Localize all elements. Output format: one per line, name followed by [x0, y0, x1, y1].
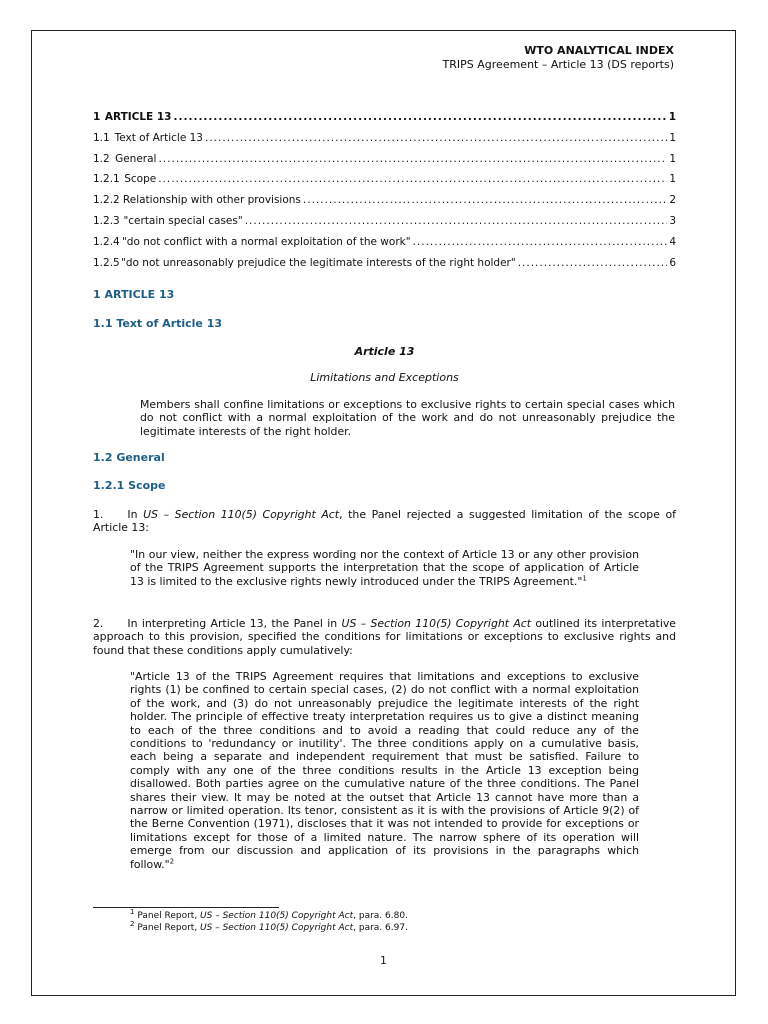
toc-text: "do not unreasonably prejudice the legitimate interests of the right holder"	[121, 256, 516, 269]
toc-number: 1.2.3	[93, 214, 120, 227]
toc-text: ARTICLE 13	[104, 111, 172, 123]
footnote-separator	[93, 907, 279, 908]
case-name: US – Section 110(5) Copyright Act	[341, 617, 532, 630]
toc-page: 2	[669, 194, 676, 207]
heading-text-of-article-13: 1.1 Text of Article 13	[93, 317, 223, 330]
toc-entry[interactable]	[93, 194, 676, 215]
toc-entry[interactable]	[93, 153, 676, 174]
toc-leader	[413, 236, 668, 248]
toc-number: 1.2.1	[93, 173, 120, 186]
toc-text: "certain special cases"	[123, 214, 243, 227]
toc-page: 1	[669, 152, 676, 165]
toc-number: 1	[93, 111, 101, 123]
toc-text: Scope	[124, 173, 157, 186]
heading-article-13: 1 ARTICLE 13	[93, 288, 175, 301]
paragraph-number: 1.	[93, 508, 104, 521]
toc-entry[interactable]	[93, 173, 676, 194]
toc-leader	[245, 215, 668, 227]
quote-1: "In our view, neither the express wording nor the context of Article 13 or any other provision of the TRIPS Agreement supports the interpretation that the scope of application of Article 13 is limited to the exclusive rights newly introduced under the TRIPS Agreement."$^1$	[130, 548, 639, 588]
toc-leader	[158, 173, 667, 185]
toc-page: 4	[669, 235, 676, 248]
toc-text: Text of Article 13	[114, 131, 203, 144]
article-subtitle: Limitations and Exceptions	[310, 371, 459, 384]
footnote-ref[interactable]: 1	[582, 574, 587, 583]
toc-text: "do not conflict with a normal exploitation of the work"	[121, 235, 411, 248]
toc-page: 1	[669, 173, 676, 186]
table-of-contents	[93, 111, 676, 277]
toc-number: 1.2.5	[93, 256, 120, 269]
case-name: US – Section 110(5) Copyright Act	[143, 508, 340, 521]
footnote-1: $^1$ Panel Report, US – Section 110(5) Copyright Act, para. 6.80.	[130, 908, 408, 921]
footnote-ref[interactable]: 2	[169, 857, 175, 866]
toc-text: General	[115, 152, 157, 165]
toc-entry[interactable]	[93, 111, 676, 132]
toc-entry[interactable]	[93, 236, 676, 257]
quote-2: "Article 13 of the TRIPS Agreement requires that limitations and exceptions to exclusive rights (1) be confined to certain special cases, (2) do not conflict with a normal exploitation of the work, and (3) do not unreasonably prejudice the legitimate interests of the right holder. The principle of effective treaty interpretation requires us to give a distinct meaning to each of the three conditions and to avoid a reading that could reduce any of the conditions to 'redundancy or inutility'. The three conditions apply on a cumulative basis, each being a separate and independent requirement that must be satisfied. Failure to comply with any one of the three conditions results in the Article 13 exception being disallowed. Both parties agree on the cumulative nature of the three conditions. The Panel shares their view. It may be noted at the outset that Article 13 cannot have more than a narrow or limited operation. Its tenor, consistent as it is with the provisions of Article 9(2) of the Berne Convention (1971), discloses that it was not intended to provide for exceptions or limitations except for those of a limited nature. The narrow sphere of its operation will emerge from our discussion and application of its provisions in the paragraphs which follow."$^2$	[130, 670, 639, 871]
article-title: Article 13	[354, 345, 415, 358]
toc-text: Relationship with other provisions	[122, 194, 301, 207]
toc-page: 3	[669, 214, 676, 227]
paragraph-number: 2.	[93, 617, 104, 630]
toc-number: 1.2.4	[93, 235, 120, 248]
toc-number: 1.2.2	[93, 194, 120, 207]
paragraph-2: 2. In interpreting Article 13, the Panel in US – Section 110(5) Copyright Act outlined its interpretative approach to this provision, specified the conditions for limitations or exceptions to exclusive rights and found that these conditions apply cumulatively:	[93, 617, 677, 657]
toc-leader	[158, 153, 667, 165]
toc-number: 1.2	[93, 152, 110, 165]
heading-general: 1.2 General	[93, 451, 165, 464]
toc-leader	[205, 132, 667, 144]
toc-page: 1	[668, 111, 676, 123]
page-number: 1	[380, 955, 387, 967]
toc-leader	[174, 111, 667, 123]
footnote-2: $^2$ Panel Report, US – Section 110(5) Copyright Act, para. 6.97.	[130, 920, 408, 933]
toc-entry[interactable]	[93, 132, 676, 153]
heading-scope: 1.2.1 Scope	[93, 479, 166, 492]
header-subtitle: TRIPS Agreement – Article 13 (DS reports)	[442, 58, 674, 71]
toc-entry[interactable]	[93, 257, 676, 278]
toc-page: 1	[669, 131, 676, 144]
toc-leader	[518, 257, 668, 269]
toc-leader	[303, 194, 667, 206]
header-title: WTO ANALYTICAL INDEX	[524, 44, 674, 57]
document-page	[31, 30, 736, 996]
article-text: Members shall confine limitations or exceptions to exclusive rights to certain special cases which do not conflict with a normal exploitation of the work and do not unreasonably prejudice the legitimate interests of the right holder.	[140, 398, 675, 438]
toc-entry[interactable]	[93, 215, 676, 236]
toc-page: 6	[669, 256, 676, 269]
toc-number: 1.1	[93, 131, 110, 144]
running-header	[443, 44, 674, 72]
paragraph-1: 1. In US – Section 110(5) Copyright Act, the Panel rejected a suggested limitation of the scope of Article 13:	[93, 508, 676, 535]
